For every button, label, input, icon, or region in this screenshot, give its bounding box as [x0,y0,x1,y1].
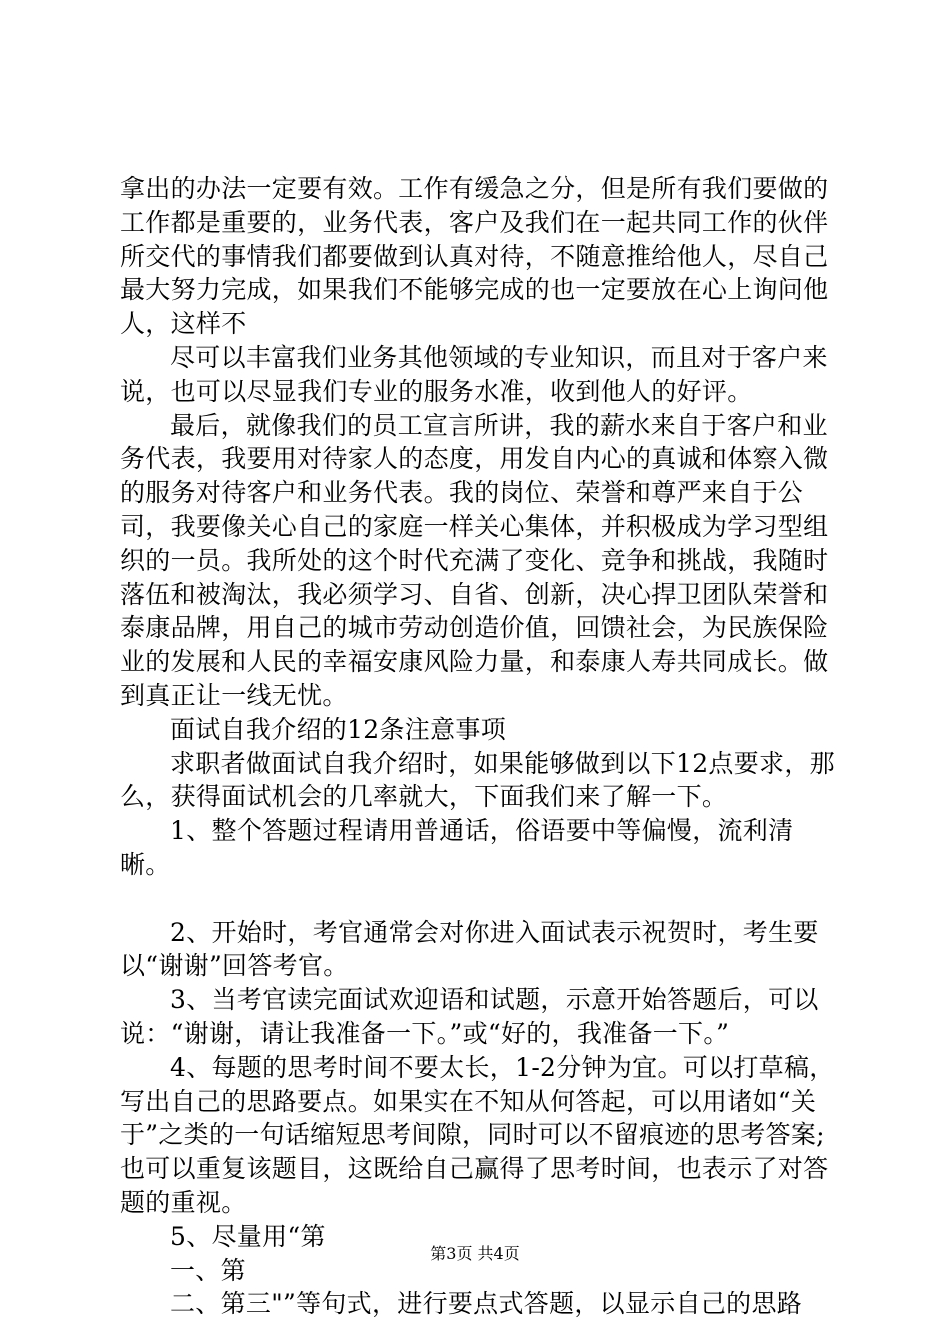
paragraph: 拿出的办法一定要有效。工作有缓急之分，但是所有我们要做的工作都是重要的，业务代表，客户及我们在一起共同工作的伙伴所交代的事情我们都要做到认真对待，不随意推给他人，尽自己最大努力完成，如果我们不能够完成的也一定要放在心上询问他人，这样不 [120,174,829,339]
section-heading: 面试自我介绍的12条注意事项 [170,714,507,744]
list-item: 4、每题的思考时间不要太长，1-2分钟为宜。可以打草稿，写出自己的思路要点。如果实在不知从何答起，可以用诸如“关于”之类的一句话缩短思考间隙，同时可以不留痕迹的思考答案;也可以重复该题目，这既给自己赢得了思考时间，也表示了对答题的重视。 [120,1052,835,1217]
page-number-footer: 第3页 共4页 [430,1244,520,1263]
list-item: 一、第 [170,1255,246,1285]
list-item: 5、尽量用“第 [170,1221,326,1251]
list-item: 二、第三"”等句式，进行要点式答题，以显示自己的思路 [170,1289,803,1319]
list-item: 1、整个答题过程请用普通话，俗语要中等偏慢，流利清晰。 [120,816,794,879]
paragraph: 最后，就像我们的员工宣言所讲，我的薪水来自于客户和业务代表，我要用对待家人的态度，用发自内心的真诚和体察入微的服务对待客户和业务代表。我的岗位、荣誉和尊严来自于公司，我要像关心自己的家庭一样关心集体，并积极成为学习型组织的一员。我所处的这个时代充满了变化、竞争和挑战，我随时落伍和被淘汰，我必须学习、自省、创新，决心捍卫团队荣誉和泰康品牌，用自己的城市劳动创造价值，回馈社会，为民族保险业的发展和人民的幸福安康风险力量，和泰康人寿共同成长。做到真正让一线无忧。 [120,410,829,710]
document-body [120,172,840,1321]
list-item: 2、开始时，考官通常会对你进入面试表示祝贺时，考生要以“谢谢”回答考官。 [120,917,819,981]
paragraph: 尽可以丰富我们业务其他领域的专业知识，而且对于客户来说，也可以尽显我们专业的服务水准，收到他人的好评。 [120,342,828,406]
blank-line [120,882,840,916]
paragraph: 求职者做面试自我介绍时，如果能够做到以下12点要求，那么，获得面试机会的几率就大，下面我们来了解一下。 [120,748,835,812]
list-item: 3、当考官读完面试欢迎语和试题，示意开始答题后，可以说：“谢谢，请让我准备一下。”或“好的，我准备一下。” [120,985,819,1048]
